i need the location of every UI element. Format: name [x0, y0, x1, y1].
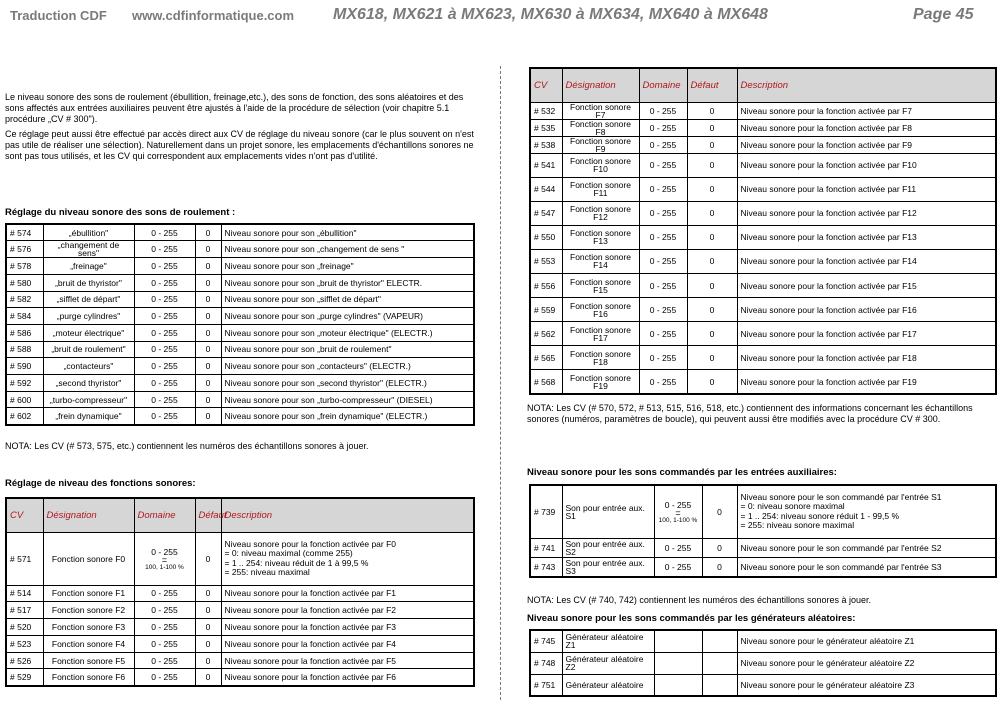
col-default: Défaut	[195, 498, 221, 532]
domain-cell: 0 - 255	[134, 224, 195, 241]
domain-range: 0 - 255	[151, 546, 178, 557]
description-cell: Niveau sonore pour son „moteur électrique" (ELECTR.)	[221, 324, 474, 341]
domain-cell: 0 - 255	[134, 341, 195, 358]
table-row	[530, 201, 996, 225]
default-cell: 0	[687, 322, 737, 346]
designation-cell: Fonction sonore F2	[43, 602, 134, 619]
domain-cell: 0 - 255	[639, 273, 687, 297]
cv-cell: # 547	[530, 201, 562, 225]
header-brand: Traduction CDF	[10, 8, 107, 23]
domain-cell: 0 - 255	[134, 635, 195, 652]
description-cell: Niveau sonore pour la fonction activée par F4	[221, 635, 474, 652]
cv-cell: # 556	[530, 273, 562, 297]
col-description: Description	[737, 68, 996, 102]
cv-cell: # 741	[530, 538, 562, 558]
designation-cell: Générateur aléatoire Z1	[562, 630, 654, 652]
cv-cell: # 592	[6, 375, 43, 392]
description-cell: Niveau sonore pour la fonction activée par F15	[737, 273, 996, 297]
designation-cell: „turbo-compresseur"	[43, 391, 134, 408]
aux-heading: Niveau sonore pour les sons commandés par les entrées auxiliaires:	[527, 467, 837, 478]
description-cell: Niveau sonore pour le son commandé par l'entrée S3	[737, 558, 996, 578]
cv-cell: # 514	[6, 585, 43, 602]
default-cell: 0	[195, 669, 221, 686]
table-row	[530, 249, 996, 273]
default-cell: 0	[195, 258, 221, 275]
designation-cell: Son pour entrée aux. S1	[562, 485, 654, 538]
domain-cell: 0 - 255	[639, 153, 687, 177]
cv-cell: # 568	[530, 370, 562, 394]
cv-cell: # 562	[530, 322, 562, 346]
designation-cell: „bruit de thyristor"	[43, 274, 134, 291]
cv-cell: # 586	[6, 324, 43, 341]
description-cell: Niveau sonore pour la fonction activée par F9	[737, 136, 996, 153]
table-row	[6, 308, 474, 325]
table-row	[6, 341, 474, 358]
cv-cell: # 544	[530, 177, 562, 201]
domain-cell: 0 - 255	[639, 102, 687, 119]
description-line: = 255: niveau maximal	[224, 567, 310, 577]
aux-note: NOTA: Les CV (# 740, 742) contiennent les numéros des échantillons sonores à jouer.	[527, 595, 872, 605]
domain-cell: 0 - 255	[134, 291, 195, 308]
designation-cell: Fonction sonore F10	[562, 153, 639, 177]
domain-cell: 0 - 255	[134, 585, 195, 602]
cv-cell: # 532	[530, 102, 562, 119]
description-line: Niveau sonore pour la fonction activée par F0	[224, 538, 397, 549]
table-row	[6, 274, 474, 291]
function-table-left	[5, 497, 475, 687]
designation-cell: „moteur électrique"	[43, 324, 134, 341]
designation-cell: Fonction sonore F15	[562, 273, 639, 297]
domain-cell: 0 - 255	[134, 241, 195, 258]
description-cell: Niveau sonore pour son „changement de sens "	[221, 241, 474, 258]
col-description: Description	[221, 498, 474, 532]
designation-cell: „contacteurs"	[43, 358, 134, 375]
default-cell: 0	[195, 408, 221, 425]
table-row	[6, 375, 474, 392]
description-cell: Niveau sonore pour son „freinage"	[221, 258, 474, 275]
default-cell: 0	[687, 249, 737, 273]
designation-cell: „changement de sens"	[43, 241, 134, 258]
default-cell: 0	[195, 274, 221, 291]
cv-cell: # 553	[530, 249, 562, 273]
description-cell: Niveau sonore pour son „ébullition"	[221, 224, 474, 241]
designation-cell: „ébullition"	[43, 224, 134, 241]
cv-cell: # 743	[530, 558, 562, 578]
description-cell: Niveau sonore pour la fonction activée par F18	[737, 346, 996, 370]
description-cell: Niveau sonore pour son „turbo-compresseur" (DIESEL)	[221, 391, 474, 408]
default-cell: 0	[195, 375, 221, 392]
description-cell: Niveau sonore pour la fonction activée par F14	[737, 249, 996, 273]
default-cell: 0	[195, 391, 221, 408]
domain-cell: 0 - 255	[134, 308, 195, 325]
table-row	[6, 408, 474, 425]
domain-cell: 0 - 255	[134, 669, 195, 686]
default-cell: 0	[195, 652, 221, 669]
default-cell: 0	[195, 241, 221, 258]
cv-cell: # 584	[6, 308, 43, 325]
table-row	[530, 177, 996, 201]
default-cell: 0	[687, 153, 737, 177]
default-cell	[702, 630, 737, 652]
domain-cell	[654, 674, 702, 696]
default-cell: 0	[687, 346, 737, 370]
cv-cell: # 588	[6, 341, 43, 358]
col-designation: Désignation	[562, 68, 639, 102]
table-row	[6, 258, 474, 275]
description-line: = 1 .. 254: niveau sonore réduit 1 - 99,5 %	[740, 510, 900, 521]
designation-cell: Fonction sonore F8	[562, 119, 639, 136]
col-default: Défaut	[687, 68, 737, 102]
cv-cell: # 745	[530, 630, 562, 652]
col-cv: CV	[530, 68, 562, 102]
default-cell: 0	[195, 619, 221, 636]
designation-cell: Fonction sonore F19	[562, 370, 639, 394]
random-table	[529, 629, 997, 697]
designation-cell: Générateur aléatoire Z2	[562, 652, 654, 674]
domain-cell: 0 - 255	[134, 358, 195, 375]
random-heading: Niveau sonore pour les sons commandés par les générateurs aléatoires:	[527, 613, 856, 624]
table-row	[530, 674, 996, 696]
description-cell: Niveau sonore pour la fonction activée par F6	[221, 669, 474, 686]
cv-cell: # 590	[6, 358, 43, 375]
default-cell: 0	[687, 136, 737, 153]
designation-cell: Fonction sonore F1	[43, 585, 134, 602]
table-row	[530, 538, 996, 558]
table-row	[530, 652, 996, 674]
domain-range: 0 - 255	[664, 499, 692, 510]
default-cell: 0	[195, 635, 221, 652]
description-line: = 1 .. 254: niveau réduit de 1 à 99,5 %	[224, 557, 369, 568]
domain-cell: 0 - 255	[134, 602, 195, 619]
header-page-number: Page 45	[913, 6, 974, 23]
designation-cell: Fonction sonore F4	[43, 635, 134, 652]
table-row	[530, 558, 996, 578]
domain-cell: 0 - 255	[639, 346, 687, 370]
default-cell: 0	[702, 485, 737, 538]
col-domain: Domaine	[639, 68, 687, 102]
description-cell: Niveau sonore pour le générateur aléatoire Z2	[737, 652, 996, 674]
domain-cell: 0 - 255	[134, 258, 195, 275]
aux-table	[529, 484, 997, 578]
default-cell	[702, 674, 737, 696]
domain-cell: 0 - 255	[134, 619, 195, 636]
domain-cell: 0 - 255	[639, 322, 687, 346]
cv-cell: # 571	[6, 532, 43, 585]
domain-cell: 0 - 255	[134, 324, 195, 341]
domain-cell: 0 - 255	[639, 298, 687, 322]
table-row	[6, 585, 474, 602]
default-cell: 0	[195, 341, 221, 358]
default-cell: 0	[702, 558, 737, 578]
domain-percent: 100, 1-100 %	[658, 516, 698, 524]
domain-cell	[654, 630, 702, 652]
table-row	[6, 224, 474, 241]
default-cell: 0	[195, 585, 221, 602]
domain-cell: 0 - 255	[654, 538, 702, 558]
table-row	[530, 136, 996, 153]
description-cell: Niveau sonore pour son „contacteurs" (ELECTR.)	[221, 358, 474, 375]
intro-paragraph-1: Le niveau sonore des sons de roulement (ébullition, freinage,etc.), des sons de fonction, des sons aléatoires et des sons affectés aux entrées auxiliaires peuvent être ajustés à l'aide de la procédure de sélection (voir chapitre 5.1 procédure „CV # 300").	[5, 92, 464, 124]
domain-cell: 0 - 255	[639, 249, 687, 273]
cv-cell: # 580	[6, 274, 43, 291]
description-cell: Niveau sonore pour la fonction activée par F2	[221, 602, 474, 619]
description-cell: Niveau sonore pour la fonction activée par F16	[737, 298, 996, 322]
domain-cell: 0 - 255	[134, 274, 195, 291]
description-cell: Niveau sonore pour son „sifflet de départ"	[221, 291, 474, 308]
designation-cell: Son pour entrée aux. S2	[562, 538, 654, 558]
default-cell: 0	[195, 324, 221, 341]
table-row	[530, 346, 996, 370]
domain-equals: =	[161, 554, 168, 565]
cv-cell: # 578	[6, 258, 43, 275]
default-cell: 0	[687, 177, 737, 201]
cv-cell: # 576	[6, 241, 43, 258]
table-row	[6, 635, 474, 652]
default-cell: 0	[195, 291, 221, 308]
description-cell: Niveau sonore pour son „purge cylindres" (VAPEUR)	[221, 308, 474, 325]
description-line: = 0: niveau maximal (comme 255)	[224, 548, 353, 558]
table-row	[530, 102, 996, 119]
table-row	[6, 241, 474, 258]
domain-cell: 0 - 255	[639, 225, 687, 249]
default-cell: 0	[687, 201, 737, 225]
function-table-right	[529, 67, 997, 395]
designation-cell: Fonction sonore F16	[562, 298, 639, 322]
designation-cell: „purge cylindres"	[43, 308, 134, 325]
designation-cell: Fonction sonore F13	[562, 225, 639, 249]
domain-cell: 0 - 255	[134, 408, 195, 425]
table-row	[6, 602, 474, 619]
description-line: = 255: niveau sonore maximal	[740, 520, 855, 531]
cv-cell: # 541	[530, 153, 562, 177]
designation-cell: Fonction sonore F6	[43, 669, 134, 686]
designation-cell: Fonction sonore F7	[562, 102, 639, 119]
cv-cell: # 523	[6, 635, 43, 652]
designation-cell: Fonction sonore F11	[562, 177, 639, 201]
description-cell: Niveau sonore pour le générateur aléatoire Z1	[737, 630, 996, 652]
description-cell: Niveau sonore pour la fonction activée par F7	[737, 102, 996, 119]
cv-cell: # 751	[530, 674, 562, 696]
default-cell: 0	[195, 602, 221, 619]
cv-cell: # 602	[6, 408, 43, 425]
col-cv: CV	[6, 498, 43, 532]
description-cell: Niveau sonore pour la fonction activée par F5	[221, 652, 474, 669]
cv-cell: # 517	[6, 602, 43, 619]
header-site: www.cdfinformatique.com	[132, 8, 295, 23]
domain-cell	[654, 485, 702, 538]
table-row	[530, 630, 996, 652]
table-row	[6, 358, 474, 375]
col-designation: Désignation	[43, 498, 134, 532]
table-row	[530, 153, 996, 177]
default-cell: 0	[687, 298, 737, 322]
default-cell: 0	[195, 532, 221, 585]
table-row	[530, 225, 996, 249]
designation-cell: „bruit de roulement"	[43, 341, 134, 358]
cv-cell: # 582	[6, 291, 43, 308]
function-note: NOTA: Les CV (# 570, 572, # 513, 515, 516, 518, etc.) contiennent des informations concernant les échantillons sonores (numéros, paramètres de boucle), qui peuvent aussi être modifiés avec la procédure CV # 300.	[527, 403, 973, 424]
cv-cell: # 574	[6, 224, 43, 241]
description-cell: Niveau sonore pour la fonction activée par F11	[737, 177, 996, 201]
domain-cell: 0 - 255	[134, 375, 195, 392]
domain-cell	[134, 532, 195, 585]
description-cell: Niveau sonore pour le générateur aléatoire Z3	[737, 674, 996, 696]
designation-cell: Fonction sonore F18	[562, 346, 639, 370]
col-domain: Domaine	[134, 498, 195, 532]
default-cell: 0	[687, 225, 737, 249]
cv-cell: # 739	[530, 485, 562, 538]
page-header	[0, 6, 1006, 28]
domain-equals: =	[675, 507, 681, 518]
column-divider	[500, 66, 501, 700]
domain-cell: 0 - 255	[639, 119, 687, 136]
domain-cell: 0 - 255	[134, 391, 195, 408]
cv-cell: # 520	[6, 619, 43, 636]
domain-cell: 0 - 255	[134, 652, 195, 669]
rolling-table	[5, 223, 475, 426]
domain-cell: 0 - 255	[639, 370, 687, 394]
default-cell: 0	[687, 273, 737, 297]
table-row	[530, 322, 996, 346]
cv-cell: # 535	[530, 119, 562, 136]
domain-cell: 0 - 255	[639, 177, 687, 201]
table-row	[6, 391, 474, 408]
designation-cell: „freinage"	[43, 258, 134, 275]
intro-paragraph-2: Ce réglage peut aussi être effectué par accès direct aux CV de réglage du niveau sonore (car le plus souvent on n'est pas utile de réaliser une sélection). Naturellement dans un projet sonore, les emplacements d'échantillons sonores ne sont pas tous utilisés, et les CV qui correspondent aux emplacements vides n'ont pas d'utilité.	[5, 129, 474, 161]
description-cell: Niveau sonore pour son „bruit de roulement"	[221, 341, 474, 358]
designation-cell: Fonction sonore F9	[562, 136, 639, 153]
description-cell: Niveau sonore pour la fonction activée par F3	[221, 619, 474, 636]
default-cell: 0	[687, 102, 737, 119]
default-cell: 0	[195, 358, 221, 375]
cv-cell: # 538	[530, 136, 562, 153]
designation-cell: Fonction sonore F17	[562, 322, 639, 346]
designation-cell: Fonction sonore F3	[43, 619, 134, 636]
table-row	[6, 291, 474, 308]
header-title: MX618, MX621 à MX623, MX630 à MX634, MX640 à MX648	[333, 6, 768, 23]
table-row	[6, 652, 474, 669]
table-row	[6, 532, 474, 585]
rolling-heading: Réglage du niveau sonore des sons de roulement :	[5, 207, 236, 218]
cv-cell: # 600	[6, 391, 43, 408]
intro-text	[5, 92, 475, 166]
description-cell: Niveau sonore pour la fonction activée par F13	[737, 225, 996, 249]
description-line: Niveau sonore pour le son commandé par l'entrée S1	[740, 491, 942, 502]
description-cell: Niveau sonore pour la fonction activée par F8	[737, 119, 996, 136]
description-cell: Niveau sonore pour la fonction activée par F10	[737, 153, 996, 177]
table-row	[6, 669, 474, 686]
cv-cell: # 550	[530, 225, 562, 249]
description-cell: Niveau sonore pour la fonction activée par F12	[737, 201, 996, 225]
domain-percent: 100, 1-100 %	[145, 563, 184, 571]
designation-cell: „sifflet de départ"	[43, 291, 134, 308]
rolling-note: NOTA: Les CV (# 573, 575, etc.) contiennent les numéros des échantillons sonores à jouer.	[5, 441, 369, 451]
description-cell: Niveau sonore pour la fonction activée par F1	[221, 585, 474, 602]
description-cell: Niveau sonore pour son „bruit de thyristor" ELECTR.	[221, 274, 474, 291]
table-row	[530, 485, 996, 538]
default-cell: 0	[702, 538, 737, 558]
domain-cell: 0 - 255	[639, 201, 687, 225]
cv-cell: # 529	[6, 669, 43, 686]
domain-cell: 0 - 255	[639, 136, 687, 153]
designation-cell: Générateur aléatoire	[562, 674, 654, 696]
table-row	[6, 619, 474, 636]
table-row	[530, 298, 996, 322]
table-row	[6, 324, 474, 341]
default-cell	[702, 652, 737, 674]
designation-cell: „second thyristor"	[43, 375, 134, 392]
table-row	[530, 273, 996, 297]
default-cell: 0	[687, 119, 737, 136]
designation-cell: Fonction sonore F12	[562, 201, 639, 225]
designation-cell: „frein dynamique"	[43, 408, 134, 425]
description-cell: Niveau sonore pour le son commandé par l'entrée S2	[737, 538, 996, 558]
cv-cell: # 565	[530, 346, 562, 370]
description-cell: Niveau sonore pour son „frein dynamique" (ELECTR.)	[221, 408, 474, 425]
table-row	[530, 370, 996, 394]
designation-cell: Fonction sonore F14	[562, 249, 639, 273]
designation-cell: Fonction sonore F5	[43, 652, 134, 669]
description-cell	[737, 485, 996, 538]
default-cell: 0	[195, 224, 221, 241]
description-cell	[221, 532, 474, 585]
designation-cell: Fonction sonore F0	[43, 532, 134, 585]
domain-cell	[654, 652, 702, 674]
domain-cell: 0 - 255	[654, 558, 702, 578]
description-cell: Niveau sonore pour la fonction activée par F17	[737, 322, 996, 346]
description-line: = 0: niveau sonore maximal	[740, 501, 845, 512]
default-cell: 0	[687, 370, 737, 394]
function-heading: Réglage de niveau des fonctions sonores:	[5, 478, 196, 489]
table-row	[530, 119, 996, 136]
cv-cell: # 526	[6, 652, 43, 669]
cv-cell: # 559	[530, 298, 562, 322]
description-cell: Niveau sonore pour son „second thyristor" (ELECTR.)	[221, 375, 474, 392]
default-cell: 0	[195, 308, 221, 325]
cv-cell: # 748	[530, 652, 562, 674]
designation-cell: Son pour entrée aux. S3	[562, 558, 654, 578]
description-cell: Niveau sonore pour la fonction activée par F19	[737, 370, 996, 394]
